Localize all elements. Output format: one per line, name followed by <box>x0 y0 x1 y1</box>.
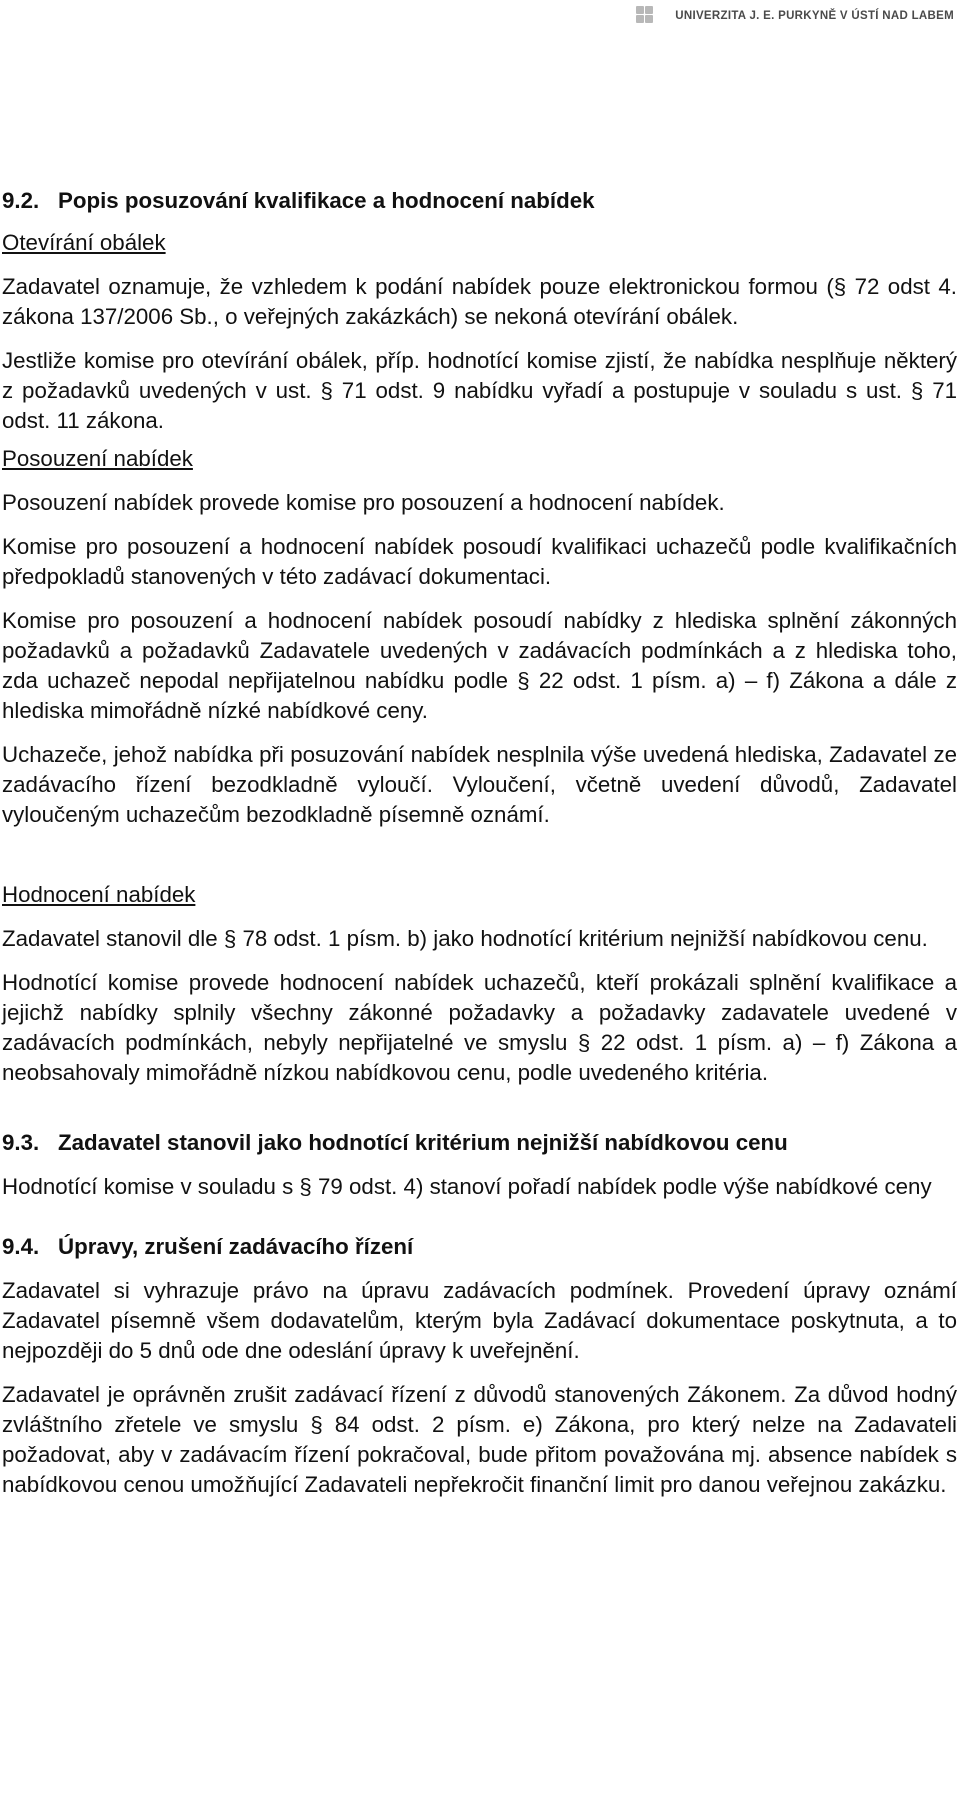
subheading-otevirani: Otevírání obálek <box>2 230 166 255</box>
section-number: 9.3. <box>2 1130 40 1155</box>
section-title: Zadavatel stanovil jako hodnotící kritérium nejnižší nabídkovou cenu <box>58 1130 788 1155</box>
section-number: 9.2. <box>2 188 40 213</box>
paragraph: Zadavatel je oprávněn zrušit zadávací řízení z důvodů stanovených Zákonem. Za důvod hodný zvláštního zřetele ve smyslu § 84 odst. 2 písm. e) Zákona, pro který nelze na Zadavateli požadovat, aby v zadávacím řízení pokračoval, bude přitom považována mj. absence nabídek s nabídkovou cenou umožňující Zadavateli nepřekročit finanční limit pro danou veřejnou zakázku. <box>2 1382 957 1497</box>
section-heading-9-2 <box>2 186 957 216</box>
section-heading-9-4 <box>2 1232 957 1262</box>
paragraph: Hodnotící komise provede hodnocení nabídek uchazečů, kteří prokázali splnění kvalifikace a jejichž nabídky splnily všechny zákonné požadavky a požadavky zadavatele uvedené v zadávacích podmínkách, nebyly nepřijatelné ve smyslu § 22 odst. 1 písm. a) – f) Zákona a neobsahovaly mimořádně nízkou nabídkovou cenu, podle uvedeného kritéria. <box>2 970 957 1085</box>
paragraph: Hodnotící komise v souladu s § 79 odst. 4) stanoví pořadí nabídek podle výše nabídkové ceny <box>2 1174 932 1199</box>
subheading-posouzeni: Posouzení nabídek <box>2 446 193 471</box>
paragraph: Uchazeče, jehož nabídka při posuzování nabídek nesplnila výše uvedená hlediska, Zadavatel ze zadávacího řízení bezodkladně vyloučí. Vyloučení, včetně uvedení důvodů, Zadavatel vyloučeným uchazečům bezodkladně písemně oznámí. <box>2 742 957 827</box>
paragraph: Zadavatel stanovil dle § 78 odst. 1 písm. b) jako hodnotící kritérium nejnižší nabídkovou cenu. <box>2 926 928 951</box>
paragraph: Jestliže komise pro otevírání obálek, příp. hodnotící komise zjistí, že nabídka nesplňuje některý z požadavků uvedených v ust. § 71 odst. 9 nabídku vyřadí a postupuje v souladu s ust. § 71 odst. 11 zákona. <box>2 348 957 433</box>
section-title: Popis posuzování kvalifikace a hodnocení nabídek <box>58 188 595 213</box>
section-number: 9.4. <box>2 1234 40 1259</box>
subheading-hodnoceni: Hodnocení nabídek <box>2 882 196 907</box>
section-title: Úpravy, zrušení zadávacího řízení <box>58 1234 414 1259</box>
paragraph: Posouzení nabídek provede komise pro posouzení a hodnocení nabídek. <box>2 490 725 515</box>
university-logo <box>632 0 960 60</box>
paragraph: Komise pro posouzení a hodnocení nabídek posoudí kvalifikaci uchazečů podle kvalifikačních předpokladů stanovených v této zadávací dokumentaci. <box>2 534 957 589</box>
document-body <box>2 186 957 1500</box>
paragraph: Zadavatel si vyhrazuje právo na úpravu zadávacích podmínek. Provedení úpravy oznámí Zadavatel písemně všem dodavatelům, kterým byla Zadávací dokumentace poskytnuta, a to nejpozději do 5 dnů ode dne odeslání úpravy k uveřejnění. <box>2 1278 957 1363</box>
section-heading-9-3 <box>2 1128 957 1158</box>
university-name: UNIVERZITA J. E. PURKYNĚ V ÚSTÍ NAD LABEM <box>675 10 954 22</box>
paragraph: Komise pro posouzení a hodnocení nabídek posoudí nabídky z hlediska splnění zákonných požadavků a požadavků Zadavatele uvedených v zadávacích podmínkách a z hlediska toho, zda uchazeč nepodal nepřijatelnou nabídku podle § 22 odst. 1 písm. a) – f) Zákona a dále z hlediska mimořádně nízké nabídkové ceny. <box>2 608 957 723</box>
paragraph: Zadavatel oznamuje, že vzhledem k podání nabídek pouze elektronickou formou (§ 72 odst 4. zákona 137/2006 Sb., o veřejných zakázkách) se nekoná otevírání obálek. <box>2 274 957 329</box>
